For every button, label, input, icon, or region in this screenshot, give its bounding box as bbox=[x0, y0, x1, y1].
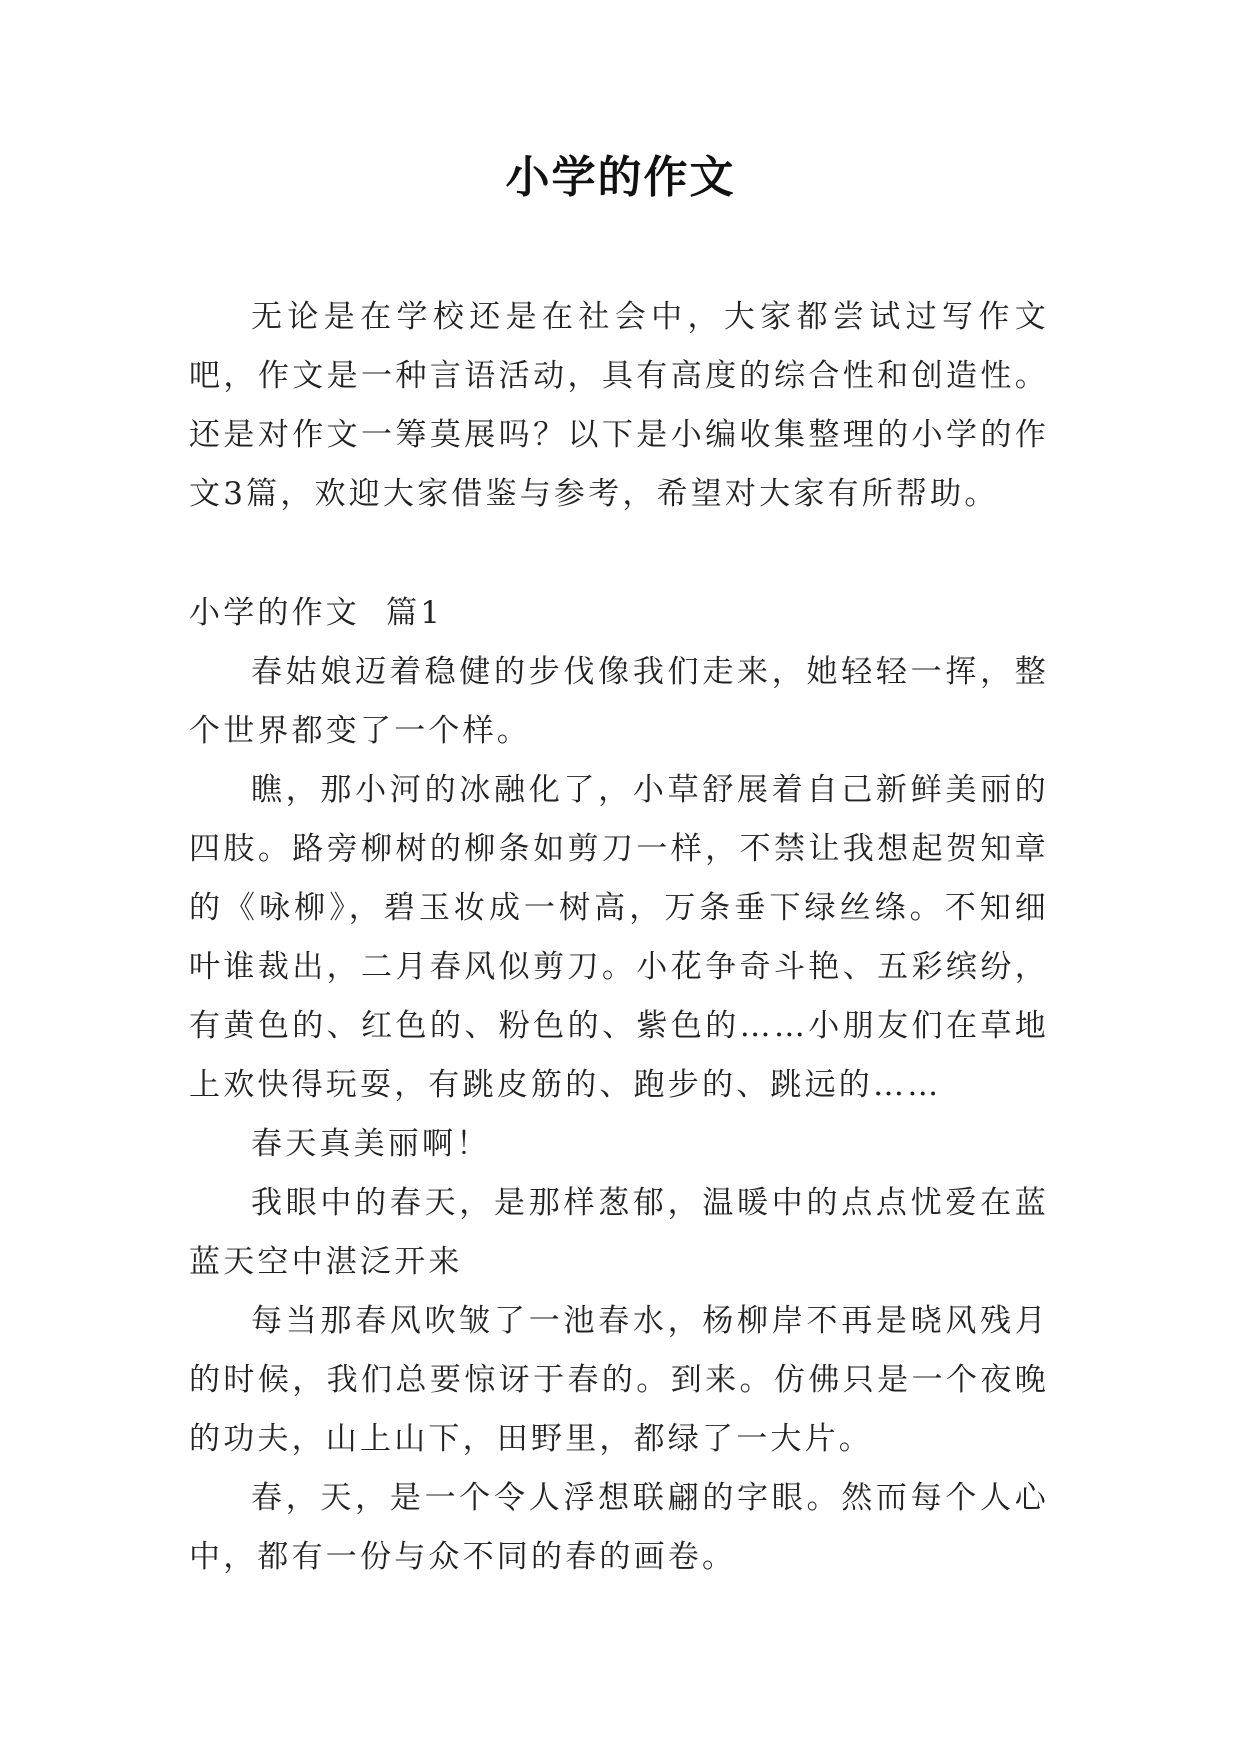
body-paragraph-1: 春姑娘迈着稳健的步伐像我们走来，她轻轻一挥，整个世界都变了一个样。 bbox=[189, 654, 1049, 749]
intro-paragraph: 无论是在学校还是在社会中，大家都尝试过写作文吧，作文是一种言语活动，具有高度的综合性和创造性。还是对作文一筹莫展吗？以下是小编收集整理的小学的作文3篇，欢迎大家借鉴与参考，希望对大家有所帮助。 bbox=[189, 299, 1049, 512]
document-body bbox=[189, 288, 1049, 1587]
body-paragraph-6: 春，天，是一个令人浮想联翩的字眼。然而每个人心中，都有一份与众不同的春的画卷。 bbox=[189, 1480, 1049, 1575]
section-heading: 小学的作文 篇1 bbox=[189, 595, 444, 631]
document-title: 小学的作文 bbox=[505, 152, 736, 203]
body-paragraph-5: 每当那春风吹皱了一池春水，杨柳岸不再是晓风残月的时候，我们总要惊讶于春的。到来。仿佛只是一个夜晚的功夫，山上山下，田野里，都绿了一大片。 bbox=[189, 1303, 1049, 1457]
body-paragraph-2: 瞧，那小河的冰融化了，小草舒展着自己新鲜美丽的四肢。路旁柳树的柳条如剪刀一样，不禁让我想起贺知章的《咏柳》，碧玉妆成一树高，万条垂下绿丝绦。不知细叶谁裁出，二月春风似剪刀。小花争奇斗艳、五彩缤纷，有黄色的、红色的、粉色的、紫色的……小朋友们在草地上欢快得玩耍，有跳皮筋的、跑步的、跳远的…… bbox=[189, 772, 1049, 1103]
body-paragraph-3: 春天真美丽啊！ bbox=[251, 1126, 491, 1162]
body-paragraph-4: 我眼中的春天，是那样葱郁，温暖中的点点忧爱在蓝蓝天空中湛泛开来 bbox=[189, 1185, 1049, 1280]
